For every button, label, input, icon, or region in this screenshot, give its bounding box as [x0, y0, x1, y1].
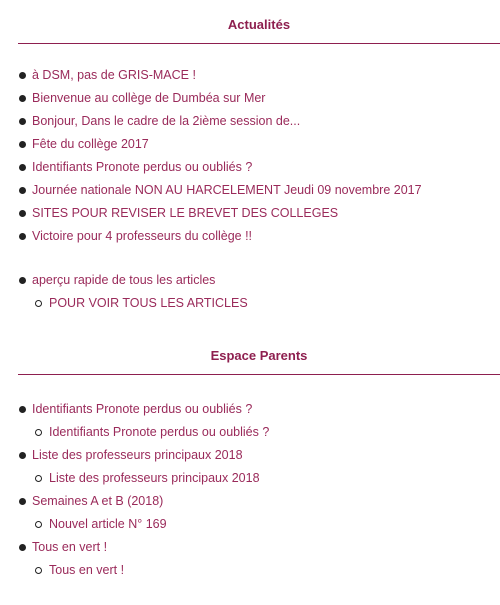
article-link[interactable]: SITES POUR REVISER LE BREVET DES COLLEGES — [32, 206, 339, 220]
list-item — [18, 269, 248, 292]
list-item — [18, 156, 422, 179]
article-link[interactable]: Tous en vert ! — [49, 563, 125, 577]
bullet-disc-icon — [19, 141, 26, 148]
list-item — [18, 202, 422, 225]
actualites-divider — [18, 43, 500, 44]
list-item — [18, 110, 422, 133]
bullet-disc-icon — [19, 452, 26, 459]
all-articles-link[interactable]: POUR VOIR TOUS LES ARTICLES — [49, 296, 248, 310]
list-item — [18, 444, 269, 467]
article-link[interactable]: Journée nationale NON AU HARCELEMENT Jeudi 09 novembre 2017 — [32, 183, 422, 197]
list-item — [18, 133, 422, 156]
list-item — [18, 559, 269, 582]
espace-parents-title: Espace Parents — [210, 348, 308, 363]
bullet-circle-icon — [35, 429, 42, 436]
espace-parents-divider — [18, 374, 500, 375]
bullet-disc-icon — [19, 544, 26, 551]
article-link[interactable]: Identifiants Pronote perdus ou oubliés ? — [49, 425, 270, 439]
category-link[interactable]: Tous en vert ! — [32, 540, 108, 554]
category-link[interactable]: Semaines A et B (2018) — [32, 494, 164, 508]
article-link[interactable]: Bienvenue au collège de Dumbéa sur Mer — [32, 91, 266, 105]
article-link[interactable]: Victoire pour 4 professeurs du collège !! — [32, 229, 253, 243]
article-link[interactable]: à DSM, pas de GRIS-MACE ! — [32, 68, 196, 82]
list-item — [18, 179, 422, 202]
bullet-disc-icon — [19, 95, 26, 102]
list-item — [18, 87, 422, 110]
actualites-title: Actualités — [227, 17, 291, 32]
list-item — [18, 513, 269, 536]
actualites-overview-list — [18, 269, 248, 315]
category-link[interactable]: Identifiants Pronote perdus ou oubliés ? — [32, 402, 253, 416]
bullet-disc-icon — [19, 277, 26, 284]
category-link[interactable]: Liste des professeurs principaux 2018 — [32, 448, 243, 462]
bullet-circle-icon — [35, 567, 42, 574]
list-item — [18, 536, 269, 559]
article-link[interactable]: Fête du collège 2017 — [32, 137, 149, 151]
list-item — [18, 421, 269, 444]
list-item — [18, 64, 422, 87]
bullet-disc-icon — [19, 164, 26, 171]
bullet-disc-icon — [19, 187, 26, 194]
list-item — [18, 467, 269, 490]
bullet-disc-icon — [19, 72, 26, 79]
article-link[interactable]: Bonjour, Dans le cadre de la 2ième session de... — [32, 114, 301, 128]
list-item — [18, 292, 248, 315]
bullet-disc-icon — [19, 233, 26, 240]
bullet-circle-icon — [35, 475, 42, 482]
bullet-circle-icon — [35, 521, 42, 528]
article-link[interactable]: Liste des professeurs principaux 2018 — [49, 471, 260, 485]
list-item — [18, 398, 269, 421]
bullet-disc-icon — [19, 118, 26, 125]
article-link[interactable]: Identifiants Pronote perdus ou oubliés ? — [32, 160, 253, 174]
list-item — [18, 225, 422, 248]
espace-parents-list — [18, 398, 269, 582]
bullet-disc-icon — [19, 406, 26, 413]
bullet-disc-icon — [19, 498, 26, 505]
bullet-circle-icon — [35, 300, 42, 307]
overview-link[interactable]: aperçu rapide de tous les articles — [32, 273, 216, 287]
bullet-disc-icon — [19, 210, 26, 217]
article-link[interactable]: Nouvel article N° 169 — [49, 517, 167, 531]
actualites-article-list — [18, 64, 422, 248]
list-item — [18, 490, 269, 513]
